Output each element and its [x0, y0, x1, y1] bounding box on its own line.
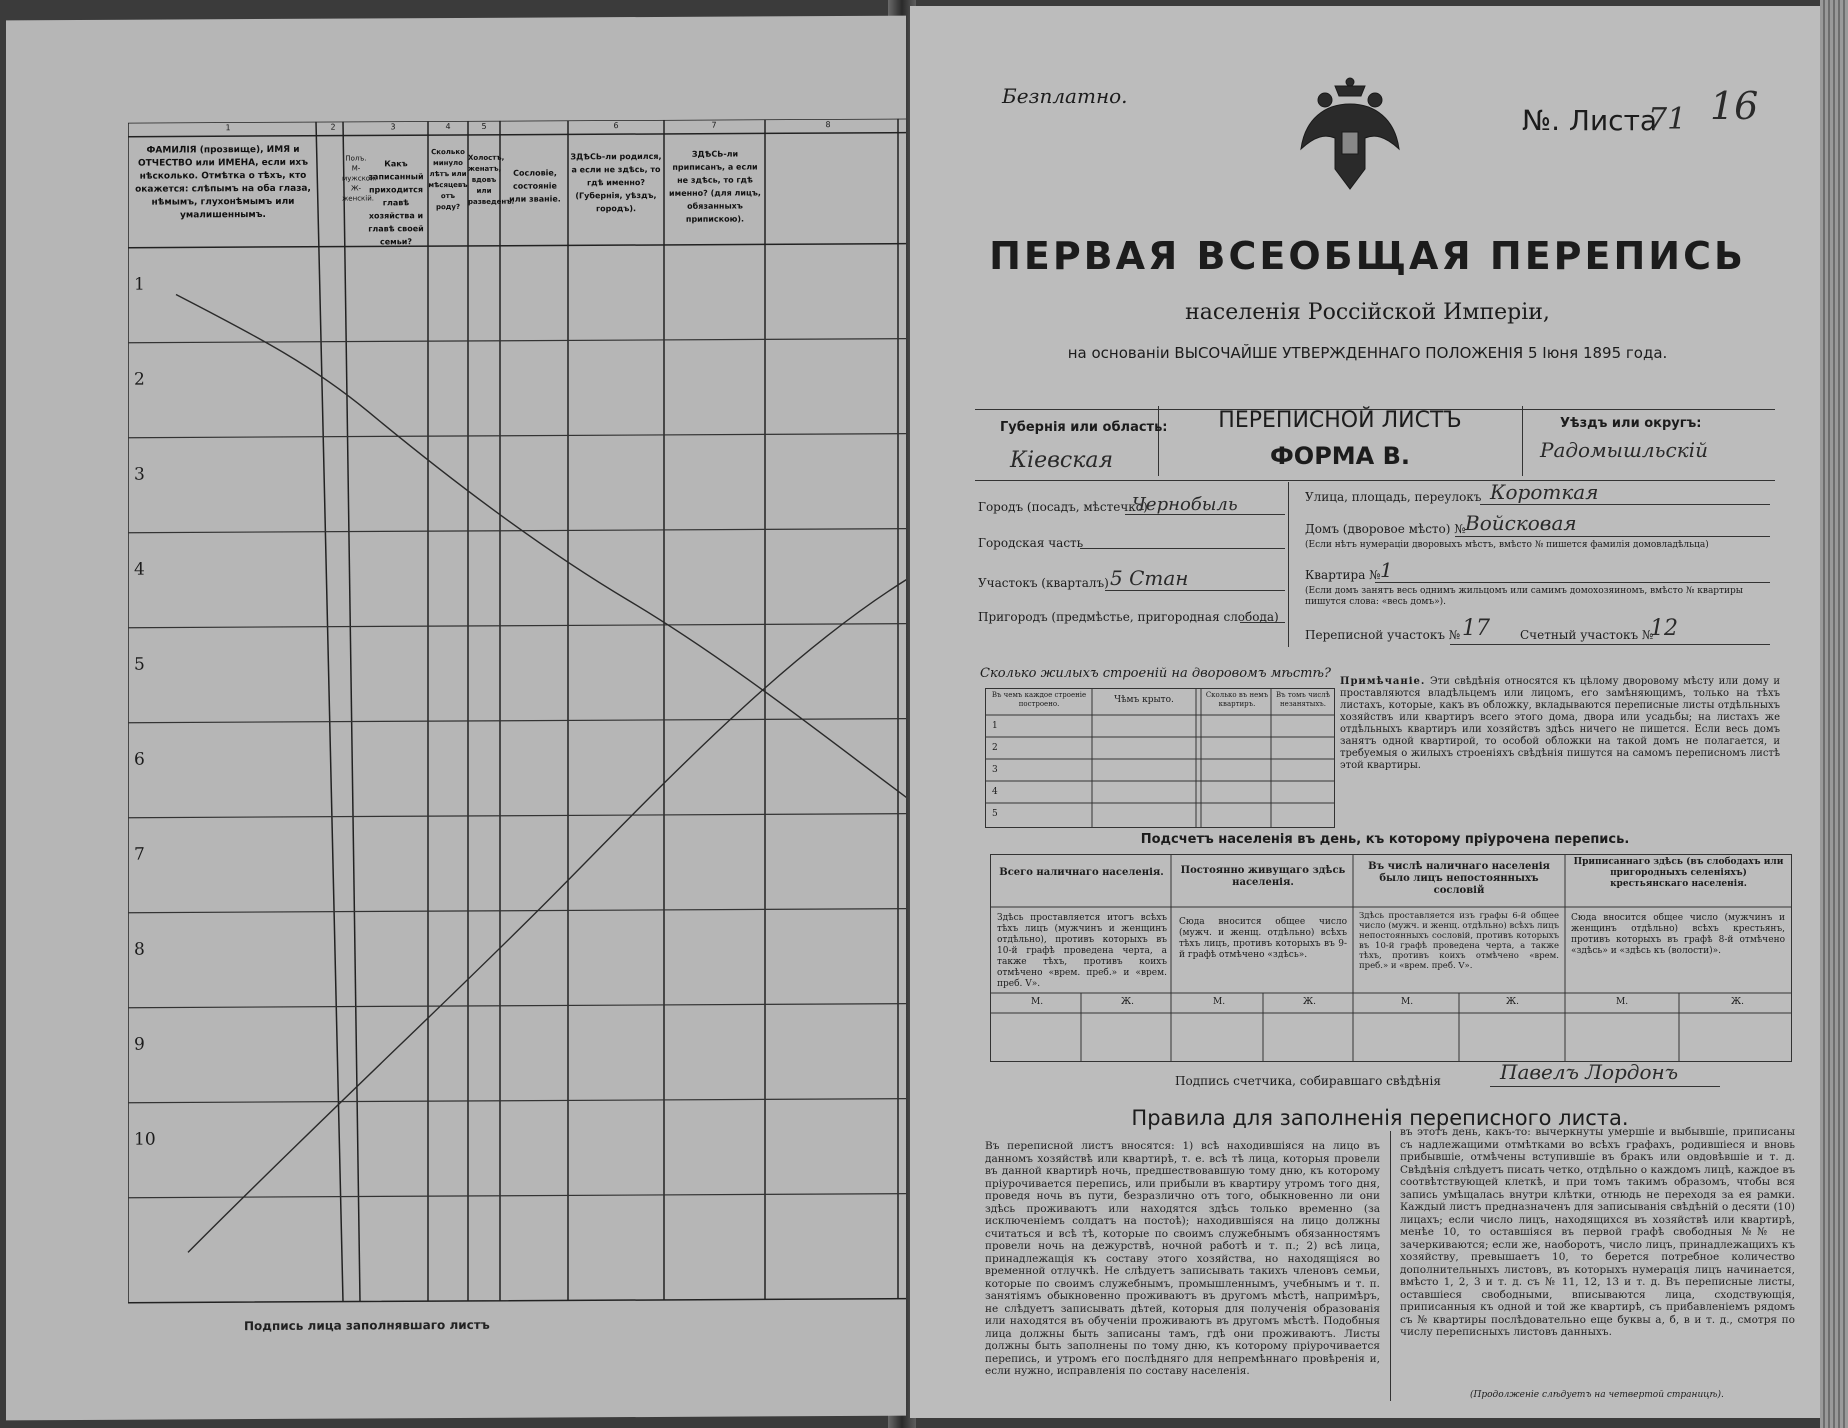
- count-col-1-head: Всего наличнаго населенія.: [999, 867, 1164, 878]
- col-num-3: 3: [390, 122, 396, 132]
- street-line: [1480, 504, 1770, 505]
- buildings-row-1: 1: [992, 721, 998, 731]
- row-number-2: 2: [134, 369, 145, 390]
- col-header-birthplace: ЗДѢСЬ-ли родился, а если не здѣсь, то гдѣ именно? (Губернія, уѣздъ, городъ).: [570, 151, 662, 214]
- col-header-marital: Холостъ, женатъ, вдовъ или разведенъ.: [468, 153, 515, 206]
- buildings-col-material: Въ чемъ каждое строеніе построено.: [991, 691, 1087, 708]
- filler-signature-label: Подпись лица заполнявшаго листъ: [244, 1317, 490, 1334]
- apartment-line: [1375, 582, 1770, 583]
- count-col-2-body: Сюда вносится общее число (мужч. и женщ. отдѣльно) всѣхъ тѣхъ лицъ, противъ которыхъ въ 9-й графѣ отмѣчено «здѣсь».: [1179, 917, 1347, 960]
- form-subtitle: ФОРМА В.: [1269, 442, 1410, 470]
- subtitle: населенія Россійской Имперіи,: [1185, 300, 1550, 325]
- counter-signature-label: Подпись счетчика, собиравшаго свѣдѣнія: [1175, 1074, 1441, 1088]
- rules-divider: [1390, 1131, 1391, 1401]
- buildings-table: [985, 688, 1335, 828]
- row-number-3: 3: [134, 464, 145, 485]
- city-part-line: [1080, 548, 1285, 549]
- col-num-5: 5: [481, 121, 487, 131]
- census-district-value: 17: [1462, 616, 1490, 641]
- census-district-label: Переписной участокъ №: [1305, 628, 1461, 642]
- rules-right-column: въ этотъ день, какъ-то: вычеркнуты умершіе и выбывшіе, приписаны съ надлежащими отмѣтками во всѣхъ графахъ, родившіеся и вновь прибывшіе, отмѣчены вступившіе въ бракъ или овдовѣвшіе и т. д. Свѣдѣнія слѣдуетъ писать четко, отдѣльно о каждомъ лицѣ, каждое въ соотвѣтствующей клеткѣ, и при томъ такимъ образомъ, чтобы вся запись умѣщалась внутри клѣтки, отнюдь не переходя за ея рамки. Каждый листъ предназначенъ для записыванія свѣдѣній о десяти (10) лицахъ; если число лицъ, находящихся въ хозяйствѣ или квартирѣ, менѣе 10, то оставшіяся въ первой графѣ свободныя №№ не зачеркиваются; если же, наоборотъ, число лицъ, принадлежащихъ къ хозяйству, превышаетъ 10, то берется потребное количество дополнительныхъ листовъ, въ которыхъ нумерація лицъ начинается, вмѣсто 1, 2, 3 и т. д. съ № 11, 12, 13 и т. д. Въ переписные листы, оставшіеся свободными, вписываются лица, сходствующія, приписанныя къ одной и той же квартирѣ, съ прибавленіемъ рядомъ съ № квартиры послѣдовательно еще буквы а, б, в и т. д., смотря по числу переписныхъ листовъ данныхъ.: [1400, 1126, 1795, 1338]
- street-value: Короткая: [1490, 480, 1599, 504]
- col-num-7: 7: [711, 120, 717, 130]
- district-divider: [1522, 406, 1524, 476]
- buildings-row-3: 3: [992, 765, 998, 775]
- section-line: [1105, 590, 1285, 591]
- province-value: Кіевская: [1010, 448, 1114, 473]
- col-num-1: 1: [225, 123, 231, 133]
- grid-lines: [128, 119, 906, 1323]
- sheet-number-label: №. Листа: [1522, 104, 1658, 137]
- rules-title: Правила для заполненія переписного листа.: [1131, 1106, 1629, 1130]
- street-label: Улица, площадь, переулокъ: [1305, 490, 1482, 504]
- rules-left-column: Въ переписной листъ вносятся: 1) всѣ находившіяся на лицо въ данномъ хозяйствѣ или квартирѣ, т. е. всѣ тѣ лица, которыя провели въ данной квартирѣ ночь, предшествовавшую тому дню, къ которому пріурочивается перепись, или прибыли въ квартиру утромъ того дня, проведя ночь въ пути, безразлично отъ того, обыкновенно ли они здѣсь проживаютъ или находятся здѣсь только временно (за исключеніемъ солдатъ на постоѣ); находившіяся на лицо должны считаться и всѣ тѣ, которые по своимъ служебнымъ обязанностямъ провели ночь на дежурствѣ, ночной работѣ и т. п.; 2) всѣ лица, принадлежащія къ составу этого хозяйства, но находящіяся во временной отлучкѣ. Не слѣдуетъ записывать такихъ членовъ семьи, которые по своимъ служебнымъ, промышленнымъ, учебнымъ и т. п. занятіямъ обыкновенно проживаютъ въ другомъ мѣстѣ, напримѣръ, не слѣдуетъ записывать дѣтей, которыя для полученія образованія или находятся въ обученіи проживаютъ въ другомъ мѣстѣ. Подобныя лица должны быть записаны тамъ, гдѣ они проживаютъ. Листы должны быть заполнены по тому дню, къ которому пріурочивается перепись, и утромъ его послѣдняго для непремѣннаго провѣренія и, если нужно, исправленія по составу населенія.: [985, 1140, 1380, 1377]
- counter-signature-line: [1490, 1086, 1720, 1087]
- house-label: Домъ (дворовое мѣсто) №: [1305, 522, 1466, 536]
- address-divider: [1288, 482, 1289, 647]
- col-num-6: 6: [613, 121, 619, 131]
- counter-signature-value: Павелъ Лордонъ: [1500, 1060, 1679, 1084]
- apartment-value: 1: [1380, 558, 1393, 582]
- house-note: (Если нѣтъ нумераціи дворовыхъ мѣстъ, вмѣсто № пишется фамилія домовладѣльца): [1305, 540, 1709, 550]
- buildings-question: Сколько жилыхъ строеній на дворовомъ мѣстѣ?: [980, 666, 1331, 681]
- form-title: ПЕРЕПИСНОЙ ЛИСТЪ: [1218, 408, 1462, 433]
- count-col-3-m: М.: [1401, 997, 1414, 1007]
- col-header-relation: Какъ записанный приходится главѣ хозяйства и главѣ своей семьи?: [368, 159, 424, 247]
- district-value: Радомышльскій: [1540, 438, 1708, 462]
- city-part-label: Городская часть: [978, 536, 1084, 550]
- note-title: Примѣчаніе.: [1340, 676, 1426, 687]
- sheet-number-value: 71: [1648, 102, 1687, 137]
- buildings-row-2: 2: [992, 743, 998, 753]
- row-number-6: 6: [134, 749, 145, 770]
- buildings-col-roof: Чѣмъ крыто.: [1114, 695, 1174, 705]
- census-grid: [128, 119, 906, 1323]
- count-col-2-head: Постоянно живущаго здѣсь населенія.: [1180, 865, 1346, 888]
- district-lines: [1450, 644, 1770, 645]
- house-line: [1455, 536, 1770, 537]
- buildings-col-apartments: Сколько въ немъ квартиръ.: [1205, 691, 1269, 708]
- suburb-label: Пригородъ (предмѣстье, пригородная слобода): [978, 610, 1279, 624]
- count-col-1-body: Здѣсь проставляется итогъ всѣхъ тѣхъ лицъ (мужчинъ и женщинъ отдѣльно), противъ которыхъ въ 10-й графѣ проведена черта, а также тѣхъ, противъ коихъ отмѣчено «врем. преб.» и «врем. преб. V».: [997, 913, 1167, 989]
- suburb-line: [1240, 622, 1285, 623]
- left-page: [6, 16, 906, 1421]
- row-number-9: 9: [134, 1034, 145, 1055]
- free-label: Безплатно.: [1002, 84, 1128, 108]
- section-label: Участокъ (кварталъ): [978, 576, 1109, 590]
- row-number-1: 1: [134, 274, 145, 295]
- count-col-2-f: Ж.: [1303, 997, 1316, 1007]
- buildings-col-vacant: Въ томъ числѣ незанятыхъ.: [1276, 691, 1330, 708]
- col-num-2: 2: [330, 122, 336, 132]
- apartment-label: Квартира №: [1305, 568, 1381, 582]
- count-col-3-f: Ж.: [1506, 997, 1519, 1007]
- sheet-number-pencil: 16: [1710, 84, 1759, 128]
- basis-line: на основаніи ВЫСОЧАЙШЕ УТВЕРЖДЕННАГО ПОЛОЖЕНІЯ 5 Іюня 1895 года.: [1067, 344, 1668, 362]
- note-text: Эти свѣдѣнія относятся къ цѣлому дворовому мѣсту или дому и проставляются владѣльцемъ или лицомъ, его замѣняющимъ, только на тѣхъ листахъ, которые, какъ въ обложку, вкладываются переписные листы отдѣльныхъ хозяйствъ или квартиръ всего этого дома, двора или усадьбы; на листахъ же отдѣльныхъ квартиръ или хозяйствъ здѣсь ничего не пишется. Если весь домъ занятъ одной квартирой, то особой обложки на такой домъ не полагается, и требуемыя о жилыхъ строеніяхъ свѣдѣнія пишутся на самомъ переписномъ листѣ этой квартиры.: [1340, 676, 1780, 771]
- count-col-3-head: Въ числѣ наличнаго населенія было лицъ непостоянныхъ сословій: [1368, 861, 1550, 896]
- row-number-8: 8: [134, 939, 145, 960]
- count-col-1-f: Ж.: [1121, 997, 1134, 1007]
- count-title: Подсчетъ населенія въ день, къ которому пріурочена перепись.: [1140, 832, 1630, 847]
- imperial-eagle-emblem: [1295, 74, 1405, 199]
- col-header-age: Сколько минуло лѣтъ или мѣсяцевъ отъ роду?: [428, 147, 468, 212]
- row-number-5: 5: [134, 654, 145, 675]
- city-value: Чернобыль: [1132, 494, 1238, 515]
- count-col-1-m: М.: [1031, 997, 1044, 1007]
- count-col-4-m: М.: [1616, 997, 1629, 1007]
- city-label: Городъ (посадъ, мѣстечко): [978, 500, 1148, 514]
- count-col-3-body: Здѣсь проставляется изъ графы 6-й общее число (мужч. и женщ. отдѣльно) всѣхъ лицъ непостоянныхъ сословій, противъ которыхъ въ 10-й графѣ проведена черта, а также тѣхъ, противъ коихъ отмѣчено «врем. преб.» и «врем. преб. V».: [1359, 911, 1559, 971]
- province-label: Губернія или область:: [1000, 420, 1168, 435]
- count-col-4-body: Сюда вносится общее число (мужчинъ и женщинъ отдѣльно) всѣхъ крестьянъ, противъ которыхъ въ графѣ 8-й отмѣчено «здѣсь» и «здѣсь къ (волости)».: [1571, 913, 1785, 956]
- count-col-4-f: Ж.: [1731, 997, 1744, 1007]
- col-header-name: ФАМИЛІЯ (прозвище), ИМЯ и ОТЧЕСТВО или ИМЕНА, если ихъ нѣсколько. Отмѣтка о тѣхъ, кто окажется: слѣпымъ на оба глаза, нѣмымъ, глухонѣмымъ или умалишеннымъ.: [135, 144, 311, 221]
- row-number-7: 7: [134, 844, 145, 865]
- count-col-4-head: Приписаннаго здѣсь (въ слободахъ или пригородныхъ селеніяхъ) крестьянскаго населенія.: [1573, 857, 1784, 889]
- house-value: Войсковая: [1465, 511, 1577, 535]
- district-label: Уѣздъ или округъ:: [1560, 416, 1702, 431]
- row-number-4: 4: [134, 559, 145, 580]
- main-title: ПЕРВАЯ ВСЕОБЩАЯ ПЕРЕПИСЬ: [989, 234, 1746, 278]
- count-col-2-m: М.: [1213, 997, 1226, 1007]
- section-value: 5 Стан: [1110, 566, 1189, 590]
- right-page: [910, 6, 1835, 1418]
- row-number-10: 10: [134, 1129, 156, 1150]
- counting-district-label: Счетный участокъ №: [1520, 628, 1654, 642]
- rules-continued: (Продолженіе слѣдуетъ на четвертой страницѣ).: [1470, 1390, 1724, 1400]
- col-header-estate: Сословіе, состояніе или званіе.: [509, 168, 561, 204]
- apartment-note: (Если домъ занятъ весь однимъ жильцомъ или самимъ домохозяиномъ, вмѣсто № квартиры пишутся слова: «весь домъ»).: [1305, 586, 1743, 607]
- city-line: [1125, 514, 1285, 515]
- col-num-8: 8: [825, 120, 831, 130]
- col-header-registration: ЗДѢСЬ-ли приписанъ, а если не здѣсь, то гдѣ именно? (для лицъ, обязанныхъ припискою).: [669, 149, 761, 224]
- count-table: [990, 854, 1792, 1062]
- buildings-row-5: 5: [992, 809, 998, 819]
- buildings-row-4: 4: [992, 787, 998, 797]
- col-header-sex: Полъ. М-мужской. Ж-женскій.: [342, 154, 377, 203]
- note-block: [1340, 676, 1780, 772]
- page-edge-stack: [1820, 0, 1848, 1428]
- counting-district-value: 12: [1650, 616, 1678, 641]
- col-num-4: 4: [445, 122, 451, 132]
